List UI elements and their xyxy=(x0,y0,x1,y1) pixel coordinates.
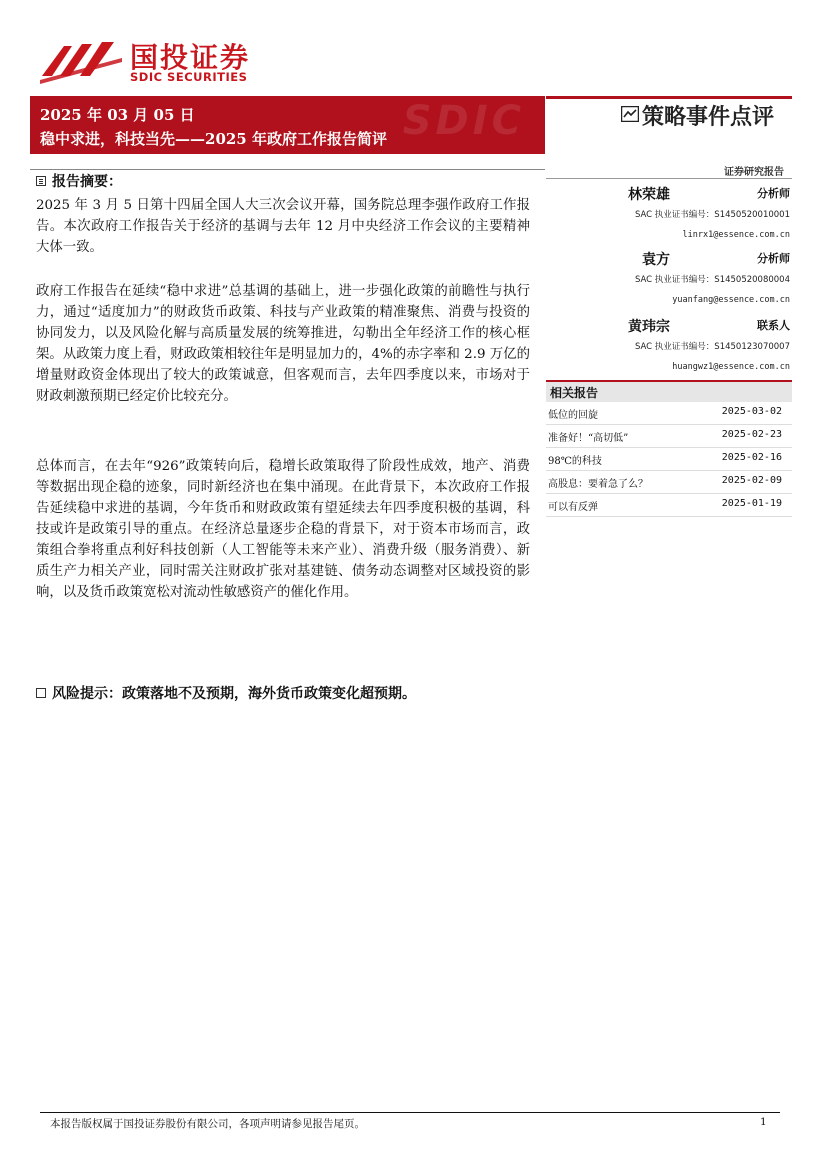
related-report-title[interactable]: 可以有反弹 xyxy=(548,502,598,513)
chart-trend-icon xyxy=(621,106,639,122)
related-report-item[interactable] xyxy=(546,425,792,448)
analyst-email[interactable]: yuanfang@essence.com.cn xyxy=(672,295,790,305)
logo-name-zh: 国投证券 xyxy=(130,41,251,74)
summary-paragraph-3: 总体而言，在去年“926”政策转向后，稳增长政策取得了阶段性成效，地产、消费等数据出现企稳的迹象，同时新经济也在集中涌现。在此背景下，本次政府工作报告延续稳中求进的基调，今年货币和财政政策有望延续去年四季度积极的基调，科技或许是政策引导的重点。在经济总量逐步企稳的背景下，对于资本市场而言，政策组合拳将重点利好科技创新（人工智能等未来产业）、消费升级（服务消费）、新质生产力相关产业，同时需关注财政扩张对基建链、债务动态调整对区域投资的影响，以及货币政策宽松对流动性敏感资产的催化作用。 xyxy=(36,459,530,600)
related-reports-heading-text: 相关报告 xyxy=(550,386,599,400)
analyst-sac: SAC 执业证书编号：S1450520010001 xyxy=(634,210,790,220)
related-report-title[interactable]: 准备好！“高切低” xyxy=(548,433,629,444)
related-report-item[interactable] xyxy=(546,448,792,471)
report-category-label: 策略事件点评 xyxy=(642,105,775,130)
related-report-item[interactable] xyxy=(546,402,792,425)
analyst-role: 分析师 xyxy=(757,252,790,265)
related-reports-heading xyxy=(546,380,792,402)
summary-heading-text: 报告摘要： xyxy=(52,174,122,190)
analyst-sac: SAC 执业证书编号：S1450520080004 xyxy=(634,275,790,285)
company-logo xyxy=(38,36,268,84)
summary-paragraph-1: 2025 年 3 月 5 日第十四届全国人大三次会议开幕，国务院总理李强作政府工作报告。本次政府工作报告关于经济的基调与去年 12 月中央经济工作会议的主要精神大体一致。 xyxy=(36,198,530,255)
page-number: 1 xyxy=(760,1116,767,1128)
analyst-card xyxy=(560,316,790,376)
right-header-rule xyxy=(546,96,792,99)
analyst-email[interactable]: linrx1@essence.com.cn xyxy=(682,230,790,240)
title-banner xyxy=(30,96,545,154)
document-icon xyxy=(36,688,46,698)
analyst-sac: SAC 执业证书编号：S1450123070007 xyxy=(634,342,790,352)
related-report-date: 2025-03-02 xyxy=(721,406,782,417)
footer-rule xyxy=(40,1112,780,1113)
related-report-date: 2025-02-09 xyxy=(721,475,782,486)
related-report-title[interactable]: 高股息：要着急了么？ xyxy=(548,479,648,490)
document-icon xyxy=(36,176,46,186)
report-date: 2025 年 03 月 05 日 xyxy=(40,106,195,124)
related-report-item[interactable] xyxy=(546,471,792,494)
right-divider xyxy=(546,178,792,179)
banner-watermark: SDIC xyxy=(402,98,525,144)
related-report-date: 2025-02-23 xyxy=(721,429,782,440)
summary-paragraph-2: 政府工作报告在延续“稳中求进”总基调的基础上，进一步强化政策的前瞻性与执行力，通过“适度加力”的财政货币政策、科技与产业政策的精准聚焦、消费与投资的协同发力，以及风险化解与高质量发展的统筹推进，勾勒出全年经济工作的核心框架。从政策力度上看，财政政策相较往年是明显加力的，4%的赤字率和 2.9 万亿的增量财政资金体现出了较大的政策诚意，但客观而言，去年四季度以来，市场对于财政刺激预期已经定价比较充分。 xyxy=(36,284,530,404)
analyst-name: 袁方 xyxy=(642,252,670,268)
risk-warning-text: 风险提示：政策落地不及预期，海外货币政策变化超预期。 xyxy=(52,686,416,702)
related-report-date: 2025-01-19 xyxy=(721,498,782,509)
related-report-title[interactable]: 98℃的科技 xyxy=(548,456,602,467)
left-divider xyxy=(30,169,545,170)
related-report-item[interactable] xyxy=(546,494,792,517)
risk-warning xyxy=(36,683,416,703)
analyst-card xyxy=(560,249,790,309)
related-report-date: 2025-02-16 xyxy=(721,452,782,463)
logo-ribbon-icon xyxy=(38,36,124,84)
related-report-title[interactable]: 低位的回旋 xyxy=(548,410,598,421)
analyst-role: 分析师 xyxy=(757,187,790,200)
summary-heading xyxy=(36,171,122,191)
footer-disclaimer: 本报告版权属于国投证券股份有限公司，各项声明请参见报告尾页。 xyxy=(50,1118,365,1130)
analyst-role: 联系人 xyxy=(757,319,790,332)
report-category xyxy=(642,100,774,131)
report-title: 稳中求进，科技当先——2025 年政府工作报告简评 xyxy=(40,130,387,148)
analyst-card xyxy=(560,184,790,244)
analyst-email[interactable]: huangwz1@essence.com.cn xyxy=(672,362,790,372)
analyst-name: 林荣雄 xyxy=(628,187,670,203)
doc-type: 证券研究报告 xyxy=(724,167,784,178)
analyst-name: 黄玮宗 xyxy=(628,319,670,335)
logo-name-en: SDIC SECURITIES xyxy=(130,70,248,84)
